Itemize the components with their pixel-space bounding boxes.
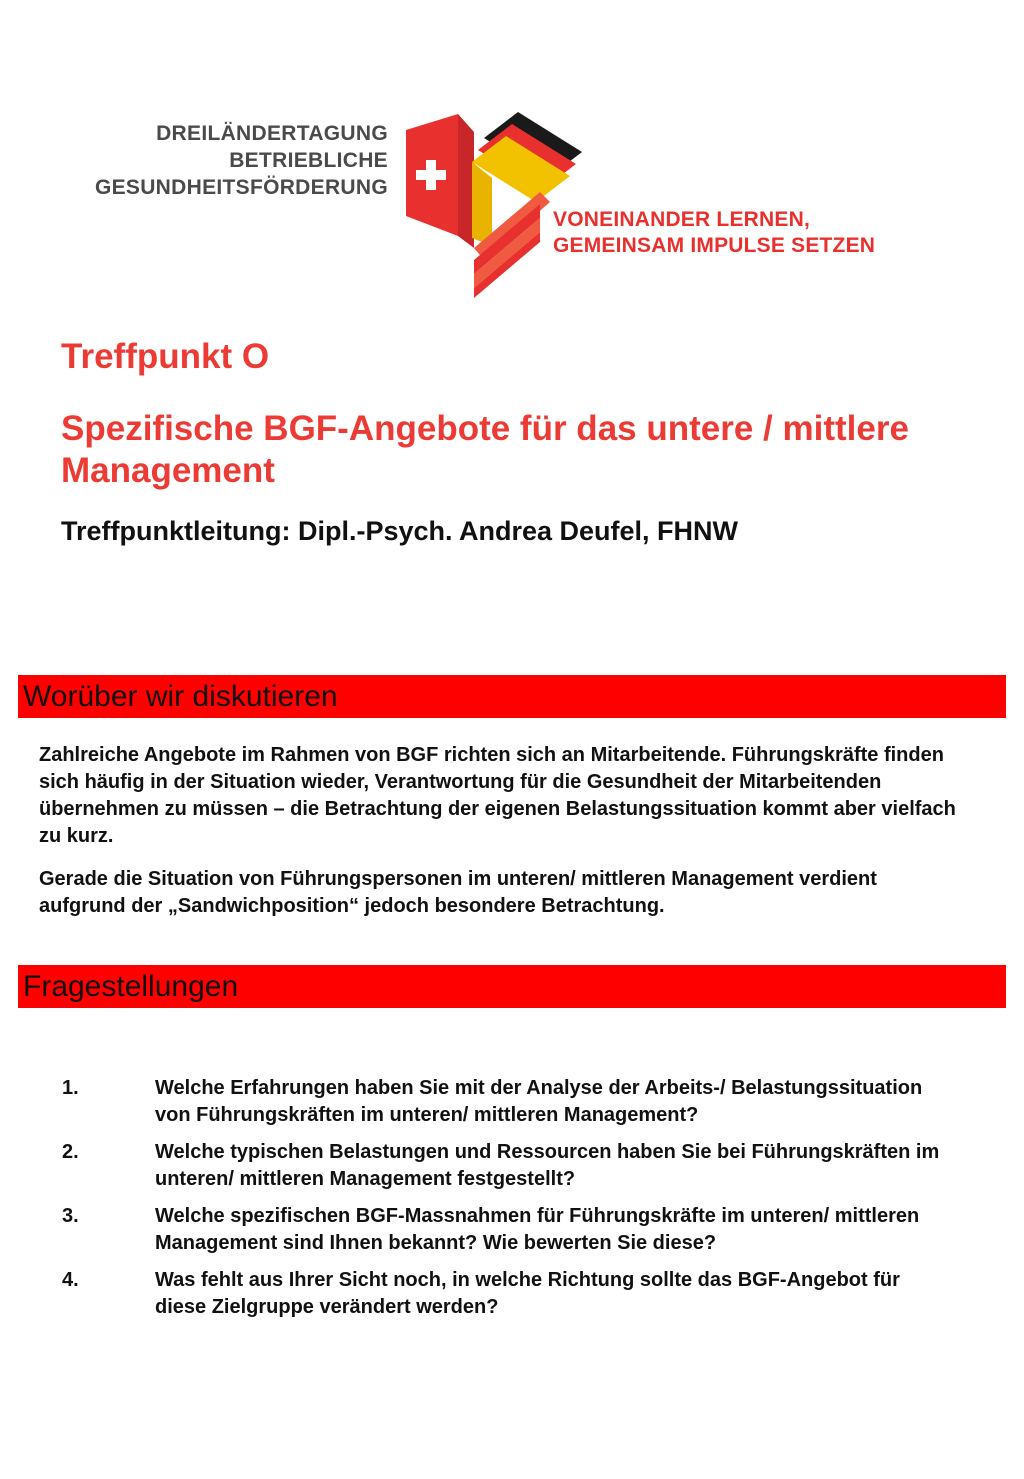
question-number: 3.: [62, 1205, 79, 1227]
dreilaender-logo-icon: [400, 108, 585, 298]
logo-text-left: [60, 120, 388, 201]
page-title: Treffpunkt O: [61, 337, 270, 376]
question-number: 1.: [62, 1077, 79, 1099]
logo-slogan-line: VONEINANDER LERNEN,: [553, 208, 810, 231]
logo-slogan-line: GEMEINSAM IMPULSE SETZEN: [553, 234, 876, 257]
paragraph: Gerade die Situation von Führungspersonen im unteren/ mittleren Management verdient aufgrund der „Sandwichposition“ jedoch besondere Betrachtung.: [39, 868, 877, 917]
page-subtitle: Spezifische BGF-Angebote für das untere / mittlere Management: [61, 409, 909, 490]
question-number: 4.: [62, 1269, 79, 1291]
section-heading-bar: [18, 965, 1006, 1008]
question-number: 2.: [62, 1141, 79, 1163]
list-item: [62, 1139, 962, 1193]
list-item: [62, 1203, 962, 1257]
section-heading: Worüber wir diskutieren: [23, 680, 338, 713]
paragraph: Zahlreiche Angebote im Rahmen von BGF richten sich an Mitarbeitende. Führungskräfte finden sich häufig in der Situation wieder, Verantwortung für die Gesundheit der Mitarbeitenden übernehmen zu müssen – die Betrachtung der eigenen Belastungssituation kommt aber vielfach zu kurz.: [39, 744, 956, 847]
question-text: Welche spezifischen BGF-Massnahmen für Führungskräfte im unteren/ mittleren Management sind Ihnen bekannt? Wie bewerten Sie diese?: [155, 1205, 920, 1254]
question-text: Was fehlt aus Ihrer Sicht noch, in welche Richtung sollte das BGF-Angebot für diese Zielgruppe verändert werden?: [155, 1269, 900, 1318]
list-item: [62, 1267, 962, 1321]
question-text: Welche typischen Belastungen und Ressourcen haben Sie bei Führungskräften im unteren/ mittleren Management festgestellt?: [155, 1141, 940, 1190]
logo-text-right: [553, 207, 875, 259]
section-heading: Fragestellungen: [23, 970, 239, 1003]
session-lead: Treffpunktleitung: Dipl.-Psych. Andrea Deufel, FHNW: [61, 516, 739, 546]
logo-line: BETRIEBLICHE: [229, 149, 388, 172]
logo-line: GESUNDHEITSFÖRDERUNG: [94, 176, 388, 199]
section-heading-bar: [18, 675, 1006, 718]
question-list: [62, 1075, 962, 1331]
list-item: [62, 1075, 962, 1129]
logo-line: DREILÄNDERTAGUNG: [156, 122, 388, 145]
question-text: Welche Erfahrungen haben Sie mit der Analyse der Arbeits-/ Belastungssituation von Führungskräften im unteren/ mittleren Management?: [155, 1077, 923, 1126]
